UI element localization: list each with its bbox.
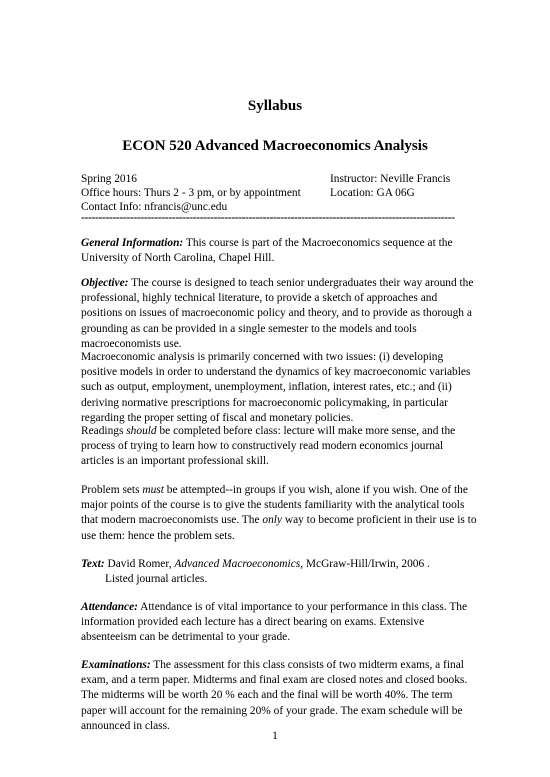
text-author: David Romer, (104, 558, 175, 570)
text-extra: Listed journal articles. (105, 573, 208, 586)
problems-text-c: way to become proficient in their use is to use them: hence the problem sets. (81, 514, 477, 542)
attendance-label: Attendance: (81, 601, 138, 613)
term: Spring 2016 (81, 173, 138, 185)
page-title: Syllabus (247, 98, 303, 114)
problems-text-b: be attempted--in groups if you wish, alone if you wish. One of the major points of the course is to give the students familiarity with the analytical tools that modern macroeconomists use. The (81, 484, 468, 527)
office-hours: Office hours: Thurs 2 - 3 pm, or by appointment (81, 187, 301, 199)
separator-line: ----------------------------------------------------------------------------------------------------------- (81, 212, 455, 224)
general-information (81, 236, 477, 266)
general-label: General Information: (81, 237, 184, 249)
text-paragraph (81, 557, 477, 587)
contact-info: Contact Info: nfrancis@unc.edu (81, 201, 228, 213)
objective-text: The course is designed to teach senior undergraduates their way around the professional, highly technical literature, to provide a sketch of approaches and positions on issues of macroeconomic policy and theory, and to provide as thorough a grounding as can be provided in a single semester to the models and tools macroeconomists use. (81, 277, 474, 350)
attendance-paragraph (81, 600, 477, 646)
attendance-text: Attendance is of vital importance to your performance in this class. The information provided each lecture has a direct bearing on exams. Extensive absenteeism can be detrimental to your grade. (81, 601, 468, 644)
readings-emphasis: should (126, 425, 157, 437)
page-number: 1 (272, 730, 278, 742)
text-label: Text: (81, 558, 105, 570)
objective-label: Objective: (81, 277, 129, 289)
problems-emphasis: must (142, 484, 164, 496)
analysis-text: Macroeconomic analysis is primarily concerned with two issues: (i) developing positive models in order to understand the dynamics of key macroeconomic variables such as output, employment, unemployment, inflation, interest rates, etc.; and (ii) deriving normative prescriptions for macroeconomic policymaking, in particular regarding the proper setting of fiscal and monetary policies. (81, 351, 471, 424)
course-title: ECON 520 Advanced Macroeconomics Analysis (122, 138, 428, 154)
instructor: Instructor: Neville Francis (330, 173, 451, 185)
objective (81, 276, 477, 352)
readings-text-a: Readings (81, 425, 127, 437)
problem-sets-paragraph (81, 483, 477, 544)
text-publisher: , McGraw-Hill/Irwin, 2006 . (300, 558, 430, 570)
readings-paragraph (81, 424, 477, 470)
analysis-paragraph (81, 350, 477, 426)
exams-label: Examinations: (81, 659, 151, 671)
text-book: Advanced Macroeconomics (174, 558, 301, 570)
readings-text-b: be completed before class: lecture will make more sense, and the process of trying to learn how to constructively read modern economics journal articles is an important professional skill. (81, 425, 456, 468)
examinations-paragraph (81, 658, 477, 734)
problems-text-a: Problem sets (81, 484, 143, 496)
problems-emphasis-2: only (262, 514, 282, 527)
location: Location: GA 06G (330, 187, 415, 199)
exams-text: The assessment for this class consists of two midterm exams, a final exam, and a term paper. Midterms and final exam are closed notes and closed books. The midterms will be worth 20 % each and the final will be worth 40%. The term paper will account for the remaining 20% of your grade. The exam schedule will be announced in class. (81, 659, 468, 732)
general-text: This course is part of the Macroeconomics sequence at the University of North Carolina, Chapel Hill. (81, 237, 453, 265)
